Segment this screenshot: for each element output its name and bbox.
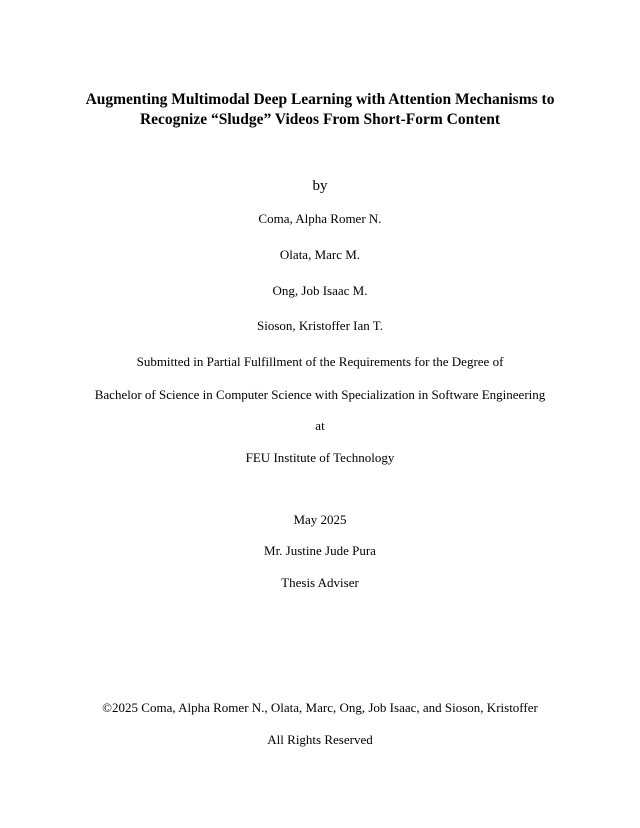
author-2: Olata, Marc M. <box>279 247 361 262</box>
at-label: at <box>315 418 325 433</box>
copyright-notice: ©2025 Coma, Alpha Romer N., Olata, Marc, Ong, Job Isaac, and Sioson, Kristoffer <box>102 700 538 715</box>
by-label: by <box>312 178 328 194</box>
adviser-name: Mr. Justine Jude Pura <box>264 543 376 558</box>
degree-name: Bachelor of Science in Computer Science with Specialization in Software Engineering <box>94 387 546 402</box>
institution-name: FEU Institute of Technology <box>245 450 395 465</box>
author-1: Coma, Alpha Romer N. <box>258 211 382 226</box>
thesis-title-line-2: Recognize “Sludge” Videos From Short-Form Content <box>139 111 501 128</box>
thesis-title-line-1: Augmenting Multimodal Deep Learning with Attention Mechanisms to <box>85 91 555 108</box>
author-3: Ong, Job Isaac M. <box>272 283 368 298</box>
submission-date: May 2025 <box>293 512 347 527</box>
author-4: Sioson, Kristoffer Ian T. <box>256 318 383 333</box>
submission-statement: Submitted in Partial Fulfillment of the Requirements for the Degree of <box>136 354 504 369</box>
adviser-role: Thesis Adviser <box>281 575 359 590</box>
rights-statement: All Rights Reserved <box>267 732 373 747</box>
